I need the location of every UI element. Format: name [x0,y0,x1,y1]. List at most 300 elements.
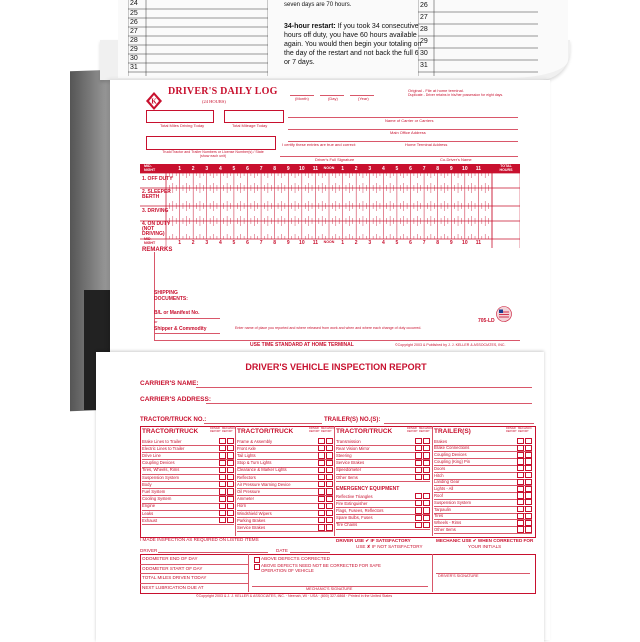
driver-checkbox[interactable] [517,513,524,519]
hour-label-bottom: NOON [323,240,335,244]
back-right-num: 29 [420,38,428,45]
hour-label-top: 5 [232,166,236,172]
inspection-item-label: Tail Lights [237,453,256,459]
mechanic-checkbox[interactable] [326,517,333,523]
driver-checkbox[interactable] [415,467,422,473]
carrier-label: Name of Carrier or Carriers [385,118,434,123]
inspection-item[interactable] [434,458,532,464]
mileage-today-field[interactable] [224,110,284,123]
mechanic-checkbox[interactable] [525,486,532,492]
inspection-item[interactable] [237,445,333,451]
mechanic-checkbox[interactable] [326,488,333,494]
inspection-item[interactable] [142,460,234,466]
driver-checkbox[interactable] [517,452,524,458]
midnight-label-bottom: MID-NIGHT [144,237,156,245]
mechanic-checkbox[interactable] [423,522,430,528]
inspection-item[interactable] [434,526,532,532]
mechanic-checkbox[interactable] [525,506,532,512]
inspection-item-label: Coupling (King) Pin [434,459,471,465]
mechanic-checkbox[interactable] [227,481,234,487]
duplicate-note: Duplicate - Driver retains in his/her possession for eight days. [408,93,504,97]
inspection-title: DRIVER'S VEHICLE INSPECTION REPORT [245,362,427,372]
daily-log [140,86,520,348]
driver-checkbox[interactable] [517,438,524,444]
hour-label-top: 3 [205,166,209,172]
col4-head: TRAILER(S) [434,428,471,435]
inspection-item[interactable] [237,481,333,487]
hour-label-top: 9 [286,166,290,172]
mechanic-checkbox[interactable] [423,467,430,473]
made-inspection-label: I MADE INSPECTION AS REQUIRED ON LISTED ITEMS [140,537,259,542]
driver-checkbox[interactable] [415,460,422,466]
inspection-item[interactable] [142,517,234,523]
inspection-item-label: Parking Brakes [237,517,266,523]
mechanic-checkbox[interactable] [227,503,234,509]
inspection-item[interactable] [336,452,430,458]
driver-checkbox[interactable] [318,474,325,480]
inspection-item[interactable] [142,481,234,487]
inspection-item-label: Coupling Devices [142,460,175,466]
driver-checkbox[interactable] [517,492,524,498]
mechanic-checkbox[interactable] [227,438,234,444]
flag-seal-icon [496,306,512,322]
inspection-item-label: Brakes [434,438,448,444]
emergency-head: EMERGENCY EQUIPMENT [336,486,400,492]
duty-row-sleeper: 2. SLEEPER BERTH [142,189,171,200]
inspection-item-label: Flags, Fusees, Reflectors [336,508,384,514]
inspection-item[interactable] [434,506,532,512]
hour-label-top: 9 [449,166,453,172]
hour-label-bottom: 5 [395,240,399,246]
inspection-item-label: Electric Lines to Trailer [142,445,185,451]
mechanic-checkbox[interactable] [525,492,532,498]
driver-checkbox[interactable] [517,499,524,505]
carrier-name-label: CARRIER'S NAME: [140,380,199,387]
inspection-item[interactable] [237,474,333,480]
driver-checkbox[interactable] [318,510,325,516]
inspection-item[interactable] [142,452,234,458]
truck-label: Truck/Tractor and Trailer Numbers or License Number(s) / State (show each unit) [162,150,264,159]
inspection-item[interactable] [142,445,234,451]
certify-label: I certify these entries are true and correct: [282,142,357,147]
driver-checkbox[interactable] [318,496,325,502]
driver-checkbox[interactable] [318,467,325,473]
driver-checkbox[interactable] [517,506,524,512]
shipper-label: Shipper & Commodity [154,326,207,332]
mechanic-checkbox[interactable] [525,520,532,526]
back-right-num: 31 [420,62,428,69]
inspection-item[interactable] [237,510,333,516]
mechanic-use-label2: YOUR INITIALS [468,544,502,549]
inspection-item[interactable] [142,510,234,516]
hour-label-bottom: 5 [232,240,236,246]
driver-use-label2: USE ✘ IF NOT SATISFACTORY [356,544,423,549]
inspection-item-label: Suspension System [434,499,472,505]
col4-mech-head: MECHANIC REPORT [518,427,532,433]
back-right-num: 26 [420,2,428,9]
back-right-num: 27 [420,14,428,21]
driver-checkbox[interactable] [318,503,325,509]
hour-label-bottom: 8 [273,240,277,246]
carrier-address-line[interactable] [206,403,532,404]
inspection-item[interactable] [142,474,234,480]
inspection-item[interactable] [434,452,532,458]
inspection-item[interactable] [336,438,430,444]
inspection-item[interactable] [434,438,532,444]
mechanic-checkbox[interactable] [525,465,532,471]
mechanic-checkbox[interactable] [326,460,333,466]
hour-label-top: 11 [475,166,482,172]
trailer-no-label: TRAILER(S) NO.(S): [324,417,381,423]
inspection-item-label: Brake Connections [434,445,470,451]
inspection-item[interactable] [142,503,234,509]
hour-label-bottom: 1 [178,240,181,246]
hour-label-bottom: 7 [259,240,263,246]
midnight-label-top: MID-NIGHT [144,164,156,172]
home-terminal-label: Home Terminal Address [405,142,448,147]
driver-checkbox[interactable] [219,460,226,466]
col1-defect-head: DRIVER REPORT [210,427,221,433]
mechanic-checkbox[interactable] [525,452,532,458]
mechanic-checkbox[interactable] [525,479,532,485]
driver-use-label: DRIVER USE ✔ IF SATISFACTORY [336,538,411,543]
mechanic-checkbox[interactable] [227,474,234,480]
driver-checkbox[interactable] [517,526,524,532]
original-note: Original - File at home terminal. [408,88,464,93]
inspection-item-label: Cooling System [142,496,172,502]
inspection-item[interactable] [336,474,430,480]
driver-label: DRIVER [140,548,158,553]
mechanic-checkbox[interactable] [525,445,532,451]
driver-checkbox[interactable] [219,510,226,516]
driver-checkbox[interactable] [415,452,422,458]
hour-label-top: 10 [299,166,305,172]
mechanic-checkbox[interactable] [525,458,532,464]
mechanic-checkbox[interactable] [227,517,234,523]
mechanic-checkbox[interactable] [423,460,430,466]
inspection-footer: ©Copyright 2003 & J. J. KELLER & ASSOCIATES, INC. · Neenah, WI · USA · (800) 327-6868 · Printed in the United States [196,594,393,598]
driver-checkbox[interactable] [415,500,422,506]
inspection-item[interactable] [142,496,234,502]
mechanic-checkbox[interactable] [423,507,430,513]
hour-label-top: 1 [341,166,344,172]
hour-label-bottom: 9 [286,240,290,246]
hour-label-bottom: 3 [368,240,372,246]
defects-corrected-checkbox[interactable] [254,557,260,563]
col2-head: TRACTOR/TRUCK [237,428,294,435]
inspection-item-label: Frame & Assembly [237,438,273,444]
inspection-item-label: Tires, Wheels, Rims [142,467,180,473]
inspection-item[interactable] [434,492,532,498]
hour-label-bottom: 3 [205,240,209,246]
inspection-item-label: Other Items [434,527,456,533]
inspection-item[interactable] [336,515,430,521]
mechanic-checkbox[interactable] [525,513,532,519]
mechanic-checkbox[interactable] [326,524,333,530]
driver-checkbox[interactable] [318,481,325,487]
driver-checkbox[interactable] [517,520,524,526]
hour-label-bottom: 7 [422,240,426,246]
driver-checkbox[interactable] [318,488,325,494]
mechanic-checkbox[interactable] [227,496,234,502]
mechanic-checkbox[interactable] [227,452,234,458]
inspection-item-label: Tarpaulin [434,506,451,512]
inspection-item[interactable] [237,496,333,502]
mechanic-checkbox[interactable] [326,474,333,480]
inspection-item-label: Leaks [142,510,154,516]
mechanic-checkbox[interactable] [326,496,333,502]
inspection-item[interactable] [237,503,333,509]
vehicle-number-field[interactable] [146,136,276,150]
inspection-item[interactable] [237,488,333,494]
inspection-item[interactable] [336,493,430,499]
hour-label-bottom: 10 [299,240,305,246]
next-lube-label: NEXT LUBRICATION DUE AT [142,584,204,590]
mechanic-checkbox[interactable] [227,510,234,516]
use-time-label: USE TIME STANDARD AT HOME TERMINAL [250,342,354,348]
driver-checkbox[interactable] [219,481,226,487]
col3-defect-head: DRIVER REPORT [407,427,418,433]
total-hours-label: TOTAL HOURS [499,164,513,172]
date-year-label: (Year) [358,96,369,101]
inspection-item[interactable] [237,438,333,444]
mechanic-checkbox[interactable] [525,438,532,444]
inspection-item[interactable] [142,438,234,444]
driver-checkbox[interactable] [415,493,422,499]
inspection-item-label: Exhaust [142,517,158,523]
instructions-text: Enter name of place you reported and where released from work and when and where each change of duty occurred. [235,326,422,330]
inspection-item[interactable] [434,520,532,526]
hour-label-bottom: 11 [475,240,482,246]
duty-row-off: 1. OFF DUTY [142,176,173,182]
driver-checkbox[interactable] [219,438,226,444]
inspection-item-label: Drive Line [142,453,161,459]
driver-checkbox[interactable] [415,507,422,513]
driver-checkbox[interactable] [415,522,422,528]
inspection-item-label: Spare Bulbs, Fuses [336,515,373,521]
log-copyright: ©Copyright 2003 & Published by J. J. KELLER & ASSOCIATES, INC. [395,343,506,347]
inspection-item-label: Rear Vision Mirror [336,445,370,451]
inspection-item-label: Brake Lines to Trailer [142,438,182,444]
total-miles-label: TOTAL MILES DRIVEN TODAY [142,575,207,580]
inspection-item-label: Air Pressure Warning Device [237,481,291,487]
driver-checkbox[interactable] [219,445,226,451]
driver-checkbox[interactable] [415,438,422,444]
back-row-num: 31 [130,64,138,71]
shipping-label: SHIPPING DOCUMENTS: [154,290,188,302]
keller-logo-icon [146,92,162,110]
driver-checkbox[interactable] [318,517,325,523]
inspection-item[interactable] [434,472,532,478]
back-right-num: 28 [420,26,428,33]
driver-checkbox[interactable] [219,503,226,509]
hour-label-bottom: 4 [218,240,222,246]
mechanic-checkbox[interactable] [423,515,430,521]
mechanic-checkbox[interactable] [423,500,430,506]
driver-checkbox[interactable] [219,467,226,473]
inspection-item-label: Coupling Devices [434,452,467,458]
col3-head: TRACTOR/TRUCK [336,428,393,435]
driver-checkbox[interactable] [219,474,226,480]
hour-label-top: 7 [422,166,426,172]
inspection-item-label: Oil Pressure [237,489,261,495]
defects-not-needed-label: ABOVE DEFECTS NEED NOT BE CORRECTED FOR SAFE OPERATION OF VEHICLE [261,563,381,574]
inspection-item-label: Steering [336,453,352,459]
inspection-item[interactable] [336,507,430,513]
back-page-grid [128,0,268,76]
hour-label-bottom: 4 [381,240,385,246]
miles-today-label: Total Miles Driving Today [160,123,205,128]
mechanic-checkbox[interactable] [326,438,333,444]
driver-checkbox[interactable] [517,445,524,451]
inspection-item[interactable] [237,452,333,458]
inspection-item-label: Front Axle [237,445,256,451]
driver-checkbox[interactable] [517,479,524,485]
inspection-item-label: Stop & Turn Lights [237,460,272,466]
mechanic-checkbox[interactable] [326,503,333,509]
hour-label-top: 3 [368,166,372,172]
co-driver-label: Co-Driver's Name [440,157,472,162]
inspection-item[interactable] [336,500,430,506]
inspection-item[interactable] [237,467,333,473]
mechanic-checkbox[interactable] [326,481,333,487]
col2-defect-head: DRIVER REPORT [309,427,320,433]
inspection-item-label: Fire Extinguisher [336,500,368,506]
back-days-fragment: seven days are 70 hours. [284,2,352,8]
hour-label-bottom: 10 [462,240,468,246]
inspection-item-label: Lights - All [434,486,454,492]
mechanic-checkbox[interactable] [423,474,430,480]
driver-checkbox[interactable] [219,452,226,458]
driver-checkbox[interactable] [318,452,325,458]
tractor-no-label: TRACTOR/TRUCK NO.: [140,417,207,423]
mechanic-checkbox[interactable] [525,472,532,478]
hour-label-top: 4 [381,166,385,172]
inspection-item[interactable] [142,467,234,473]
mechanic-checkbox[interactable] [525,526,532,532]
inspection-item[interactable] [336,445,430,451]
remarks-label: REMARKS [142,247,173,253]
back-row-num: 24 [130,0,138,7]
mechanic-checkbox[interactable] [423,445,430,451]
hour-label-bottom: 11 [312,240,319,246]
mechanic-checkbox[interactable] [326,510,333,516]
hour-label-top: 11 [312,166,319,172]
back-restart-text [284,22,424,67]
driver-checkbox[interactable] [517,465,524,471]
inspection-item-label: Ammeter [237,496,254,502]
inspection-item-label: Doors [434,465,446,471]
back-right-num: 30 [420,50,428,57]
inspection-item[interactable] [237,460,333,466]
inspection-item[interactable] [142,488,234,494]
duty-row-on: 4. ON DUTY (NOT DRIVING) [142,221,170,237]
form-number: 705-LD [478,318,495,324]
hour-label-top: 6 [409,166,412,172]
inspection-item[interactable] [237,517,333,523]
inspection-item-label: Fuel System [142,489,166,495]
mechanic-checkbox[interactable] [227,488,234,494]
mechanic-checkbox[interactable] [525,499,532,505]
inspection-item-label: Tire Chains [336,522,358,528]
inspection-item-label: Service Brakes [336,460,365,466]
driver-checkbox[interactable] [219,517,226,523]
mechanic-checkbox[interactable] [326,467,333,473]
driver-checkbox[interactable] [318,524,325,530]
driver-checkbox[interactable] [517,486,524,492]
hour-label-bottom: 1 [341,240,344,246]
inspection-item-label: Reflectors [237,474,256,480]
mechanic-checkbox[interactable] [423,438,430,444]
driver-checkbox[interactable] [517,472,524,478]
inspection-item[interactable] [336,522,430,528]
inspection-item[interactable] [434,465,532,471]
driver-checkbox[interactable] [318,445,325,451]
inspection-item-label: Transmission [336,438,361,444]
hour-label-top: 7 [259,166,263,172]
mechanic-checkbox[interactable] [227,467,234,473]
col4-defect-head: DRIVER REPORT [506,427,517,433]
inspection-item-label: Landing Gear [434,479,460,485]
mechanic-checkbox[interactable] [326,445,333,451]
date-day-label: (Day) [328,96,338,101]
driver-checkbox[interactable] [219,488,226,494]
svg-text:K: K [151,97,157,106]
hour-label-top: 8 [273,166,277,172]
inspection-item[interactable] [336,460,430,466]
hour-label-top: 6 [246,166,249,172]
inspection-item[interactable] [336,467,430,473]
inspection-item[interactable] [434,445,532,451]
defects-not-needed-checkbox[interactable] [254,564,260,570]
col3-mech-head: MECHANIC REPORT [419,427,433,433]
carrier-name-line[interactable] [196,387,532,388]
back-row-num: 27 [130,28,138,35]
driver-checkbox[interactable] [415,474,422,480]
bl-label: B/L or Manifest No. [154,310,200,316]
mechanic-checkbox[interactable] [423,493,430,499]
driver-checkbox[interactable] [517,458,524,464]
back-row-num: 30 [130,55,138,62]
or-label: or [154,319,158,324]
log-title: DRIVER'S DAILY LOG [168,86,278,97]
hour-label-bottom: 9 [449,240,453,246]
log-subtitle: (24 HOURS) [202,99,226,104]
driver-checkbox[interactable] [415,445,422,451]
driver-checkbox[interactable] [219,496,226,502]
inspection-item-label: Windshield Wipers [237,510,272,516]
driver-checkbox[interactable] [318,438,325,444]
driver-checkbox[interactable] [415,515,422,521]
inspection-item-label: Tires [434,513,444,519]
inspection-item[interactable] [237,524,333,530]
col1-head: TRACTOR/TRUCK [142,428,199,435]
mechanic-checkbox[interactable] [326,452,333,458]
inspection-item[interactable] [434,499,532,505]
inspection-item[interactable] [434,479,532,485]
mechanic-use-label: MECHANIC USE ✔ WHEN CORRECTED FOR [436,538,534,543]
inspection-item[interactable] [434,513,532,519]
col1-mech-head: MECHANIC REPORT [222,427,236,433]
hour-label-top: 10 [462,166,468,172]
odo-end-label: ODOMETER END OF DAY [142,556,198,561]
mechanic-checkbox[interactable] [423,452,430,458]
inspection-item[interactable] [434,486,532,492]
driver-checkbox[interactable] [318,460,325,466]
mechanic-checkbox[interactable] [227,445,234,451]
mechanic-checkbox[interactable] [227,460,234,466]
miles-today-field[interactable] [146,110,214,123]
